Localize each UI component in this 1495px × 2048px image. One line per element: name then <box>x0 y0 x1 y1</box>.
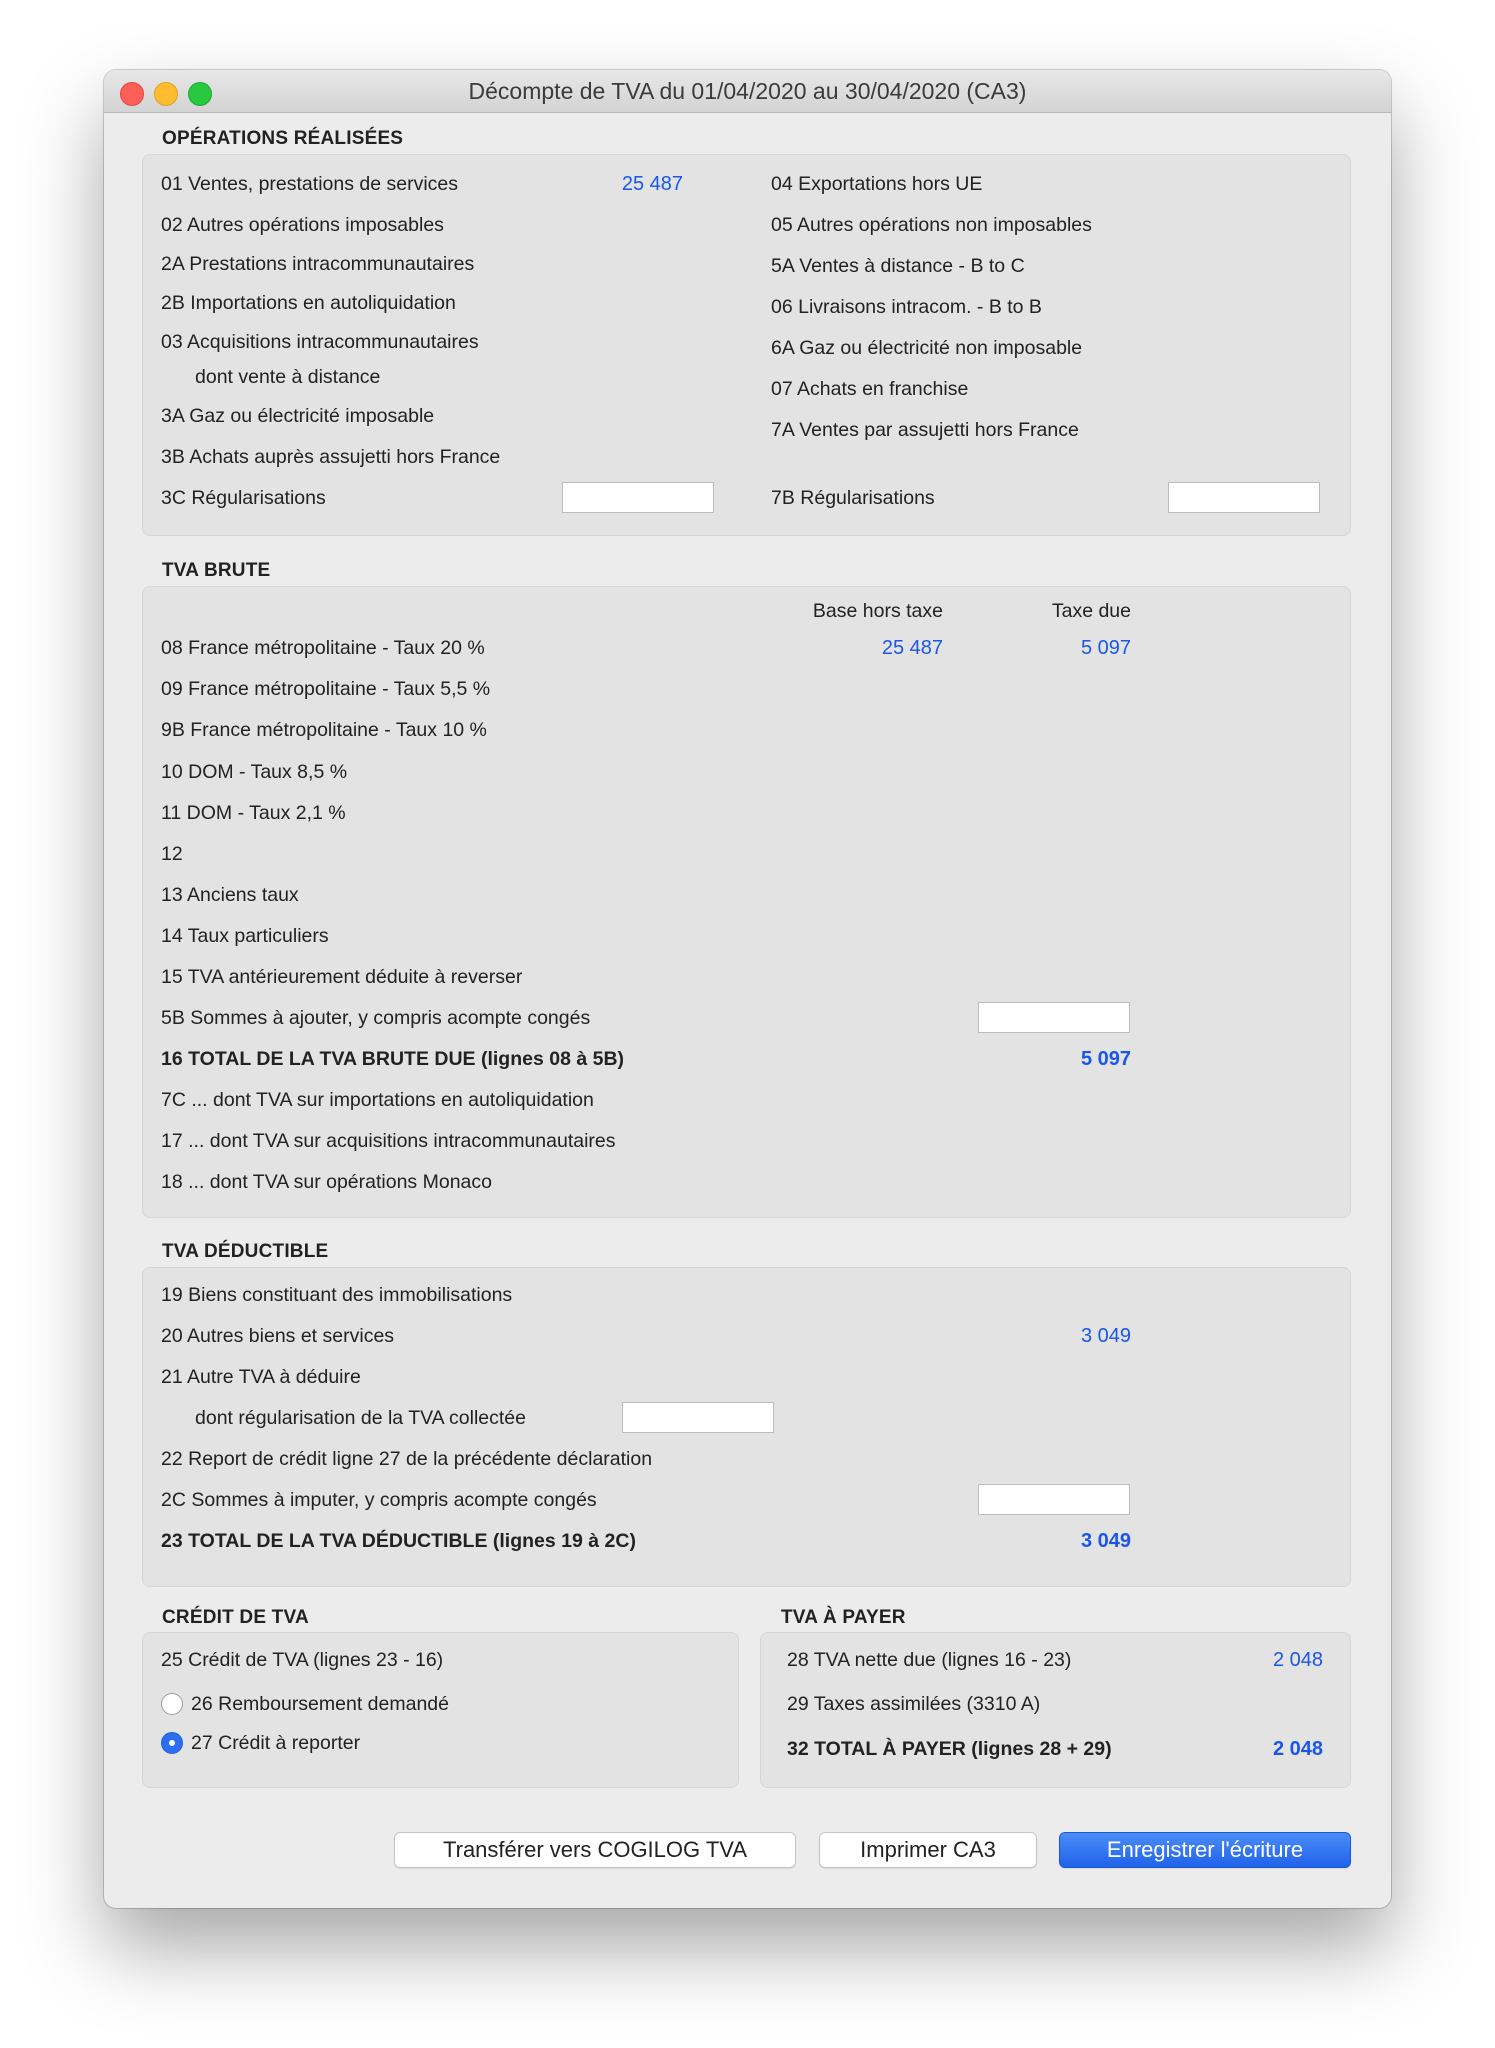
op-field-7b[interactable] <box>1168 482 1320 513</box>
section-title-tva-deductible: TVA DÉDUCTIBLE <box>162 1241 329 1262</box>
column-header-base: Base hors taxe <box>812 600 943 622</box>
op-label-3c: 3C Régularisations <box>161 487 326 509</box>
section-title-operations: OPÉRATIONS RÉALISÉES <box>162 128 404 149</box>
payer-label-29: 29 Taxes assimilées (3310 A) <box>787 1693 1041 1715</box>
radio-26-remboursement[interactable] <box>161 1693 183 1715</box>
payer-label-28: 28 TVA nette due (lignes 16 - 23) <box>787 1649 1072 1671</box>
credit-label-25: 25 Crédit de TVA (lignes 23 - 16) <box>161 1649 444 1671</box>
op-label-04: 04 Exportations hors UE <box>771 173 983 195</box>
section-title-a-payer: TVA À PAYER <box>781 1607 906 1628</box>
save-entry-button[interactable]: Enregistrer l'écriture <box>1059 1832 1351 1868</box>
radio-label-26[interactable]: 26 Remboursement demandé <box>191 1693 449 1715</box>
op-label-2a: 2A Prestations intracommunautaires <box>161 253 475 275</box>
deduct-label-19: 19 Biens constituant des immobilisations <box>161 1284 513 1306</box>
deduct-field-21-sub[interactable] <box>622 1402 774 1433</box>
deduct-value-20: 3 049 <box>1080 1325 1131 1347</box>
op-label-06: 06 Livraisons intracom. - B to B <box>771 296 1042 318</box>
brute-label-16-total: 16 TOTAL DE LA TVA BRUTE DUE (lignes 08 à 5B) <box>161 1048 625 1070</box>
payer-value-32-total: 2 048 <box>1272 1738 1323 1760</box>
brute-taxe-16-total: 5 097 <box>1080 1048 1131 1070</box>
op-label-03: 03 Acquisitions intracommunautaires <box>161 331 479 353</box>
radio-label-27[interactable]: 27 Crédit à reporter <box>191 1732 361 1754</box>
radio-27-credit-reporter[interactable] <box>161 1732 183 1754</box>
brute-label-18: 18 ... dont TVA sur opérations Monaco <box>161 1171 492 1193</box>
op-label-02: 02 Autres opérations imposables <box>161 214 444 236</box>
brute-label-7c: 7C ... dont TVA sur importations en autoliquidation <box>161 1089 594 1111</box>
brute-label-14: 14 Taux particuliers <box>161 925 329 947</box>
op-label-01: 01 Ventes, prestations de services <box>161 173 459 195</box>
brute-label-10: 10 DOM - Taux 8,5 % <box>161 761 348 783</box>
op-label-7b: 7B Régularisations <box>771 487 935 509</box>
op-label-5a: 5A Ventes à distance - B to C <box>771 255 1025 277</box>
a-payer-panel <box>760 1632 1351 1788</box>
brute-label-08: 08 France métropolitaine - Taux 20 % <box>161 637 485 659</box>
tva-window <box>104 70 1391 1908</box>
op-label-6a: 6A Gaz ou électricité non imposable <box>771 337 1083 359</box>
deduct-label-21-sub: dont régularisation de la TVA collectée <box>195 1407 526 1429</box>
deduct-field-2c[interactable] <box>978 1484 1130 1515</box>
operations-panel <box>142 154 1351 536</box>
brute-label-12: 12 <box>161 843 183 865</box>
op-label-3b: 3B Achats auprès assujetti hors France <box>161 446 501 468</box>
transfer-cogilog-button[interactable]: Transférer vers COGILOG TVA <box>394 1832 796 1868</box>
brute-label-13: 13 Anciens taux <box>161 884 299 906</box>
brute-label-17: 17 ... dont TVA sur acquisitions intracommunautaires <box>161 1130 616 1152</box>
section-title-tva-brute: TVA BRUTE <box>162 560 271 581</box>
payer-value-28: 2 048 <box>1272 1649 1323 1671</box>
column-header-taxe: Taxe due <box>1051 600 1131 622</box>
op-label-7a: 7A Ventes par assujetti hors France <box>771 419 1079 441</box>
brute-label-11: 11 DOM - Taux 2,1 % <box>161 802 346 824</box>
tva-brute-panel <box>142 586 1351 1218</box>
op-value-01: 25 487 <box>621 173 683 195</box>
title-bar <box>104 70 1391 113</box>
deduct-label-21: 21 Autre TVA à déduire <box>161 1366 361 1388</box>
op-field-3c[interactable] <box>562 482 714 513</box>
deduct-label-20: 20 Autres biens et services <box>161 1325 395 1347</box>
op-label-05: 05 Autres opérations non imposables <box>771 214 1092 236</box>
brute-label-5b: 5B Sommes à ajouter, y compris acompte congés <box>161 1007 591 1029</box>
deduct-label-22: 22 Report de crédit ligne 27 de la précédente déclaration <box>161 1448 653 1470</box>
op-label-03-sub: dont vente à distance <box>195 366 381 388</box>
brute-label-15: 15 TVA antérieurement déduite à reverser <box>161 966 523 988</box>
section-title-credit: CRÉDIT DE TVA <box>162 1607 309 1628</box>
brute-label-09: 09 France métropolitaine - Taux 5,5 % <box>161 678 491 700</box>
brute-taxe-08: 5 097 <box>1080 637 1131 659</box>
credit-panel <box>142 1632 739 1788</box>
op-label-2b: 2B Importations en autoliquidation <box>161 292 456 314</box>
window-title: Décompte de TVA du 01/04/2020 au 30/04/2020 (CA3) <box>468 78 1027 104</box>
brute-base-08: 25 487 <box>881 637 943 659</box>
brute-label-9b: 9B France métropolitaine - Taux 10 % <box>161 719 487 741</box>
deduct-label-2c: 2C Sommes à imputer, y compris acompte congés <box>161 1489 597 1511</box>
deduct-label-23-total: 23 TOTAL DE LA TVA DÉDUCTIBLE (lignes 19 à 2C) <box>161 1530 636 1552</box>
deduct-value-23-total: 3 049 <box>1080 1530 1131 1552</box>
tva-deductible-panel <box>142 1267 1351 1587</box>
payer-label-32-total: 32 TOTAL À PAYER (lignes 28 + 29) <box>787 1738 1112 1760</box>
op-label-07: 07 Achats en franchise <box>771 378 969 400</box>
print-ca3-button[interactable]: Imprimer CA3 <box>819 1832 1037 1868</box>
op-label-3a: 3A Gaz ou électricité imposable <box>161 405 435 427</box>
brute-field-5b[interactable] <box>978 1002 1130 1033</box>
